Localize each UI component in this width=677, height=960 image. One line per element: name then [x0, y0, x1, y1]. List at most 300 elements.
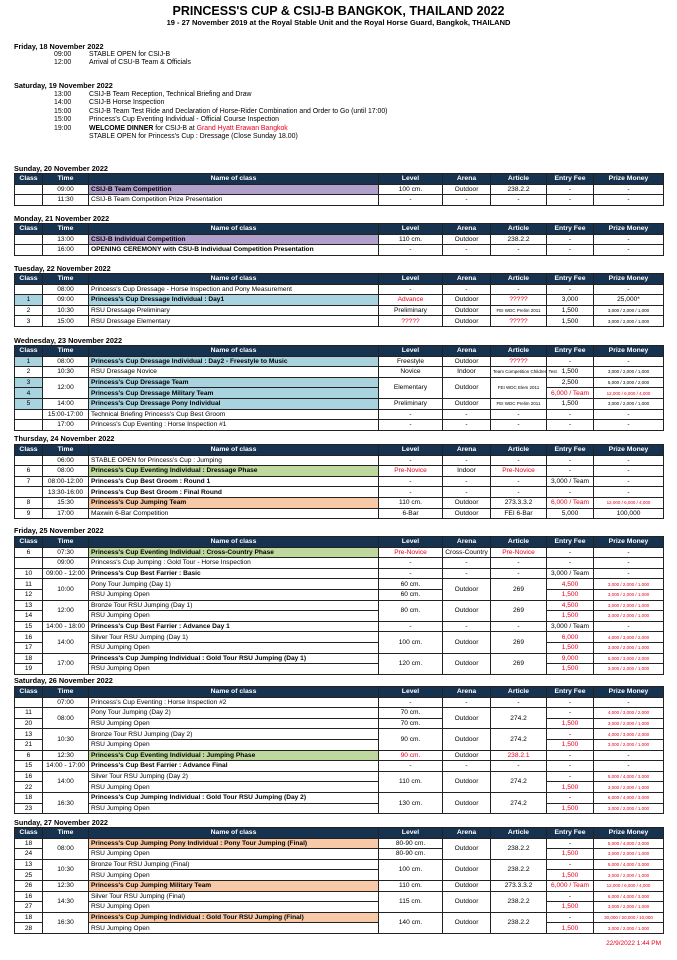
- table-row: [15, 195, 664, 206]
- entry-fee-cell: 5,000: [547, 508, 594, 519]
- class-name-cell: Pony Tour Jumping (Day 2): [89, 708, 379, 719]
- class-cell: 11: [15, 579, 43, 590]
- level-cell: 80-90 cm.: [379, 849, 443, 860]
- table-row: [15, 664, 664, 675]
- time-header: Time: [43, 445, 89, 456]
- article-cell: 238.2.2: [491, 891, 547, 912]
- name-of-class-header: Name of class: [89, 687, 379, 698]
- article-cell: -: [491, 621, 547, 632]
- class-header: Class: [15, 445, 43, 456]
- prize-money-cell: -: [594, 184, 664, 195]
- day-heading: Saturday, 26 November 2022: [14, 676, 113, 685]
- entry-fee-cell: 1,500: [547, 589, 594, 600]
- level-cell: Elementary: [379, 377, 443, 398]
- level-cell: 110 cm.: [379, 497, 443, 508]
- prize-money-cell: 3,000 / 2,000 / 1,000: [594, 367, 664, 378]
- arena-cell: -: [443, 568, 491, 579]
- prize-money-cell: -: [594, 621, 664, 632]
- article-cell: 269: [491, 579, 547, 600]
- class-name-cell: RSU Jumping Open: [89, 870, 379, 881]
- prize-money-cell: -: [594, 750, 664, 761]
- table-row: [15, 356, 664, 367]
- article-cell: -: [491, 420, 547, 431]
- arena-cell: Outdoor: [443, 838, 491, 859]
- table-header-row: [15, 346, 664, 357]
- class-name-cell: Technical Briefing Princess's Cup Best Groom: [89, 409, 379, 420]
- class-header: Class: [15, 828, 43, 839]
- class-name-cell: Pony Tour Jumping (Day 1): [89, 579, 379, 590]
- level-header: Level: [379, 346, 443, 357]
- table-row: [15, 455, 664, 466]
- time-cell: 07:30: [43, 547, 89, 558]
- entry-fee-cell: -: [547, 420, 594, 431]
- prize-money-header: Prize Money: [594, 346, 664, 357]
- level-cell: -: [379, 697, 443, 708]
- class-name-cell: Princess's Cup Jumping Individual : Gold Tour RSU Jumping (Final): [89, 912, 379, 923]
- table-row: [15, 642, 664, 653]
- entry-fee-cell: -: [547, 891, 594, 902]
- name-of-class-header: Name of class: [89, 828, 379, 839]
- table-header-row: [15, 828, 664, 839]
- arena-header: Arena: [443, 174, 491, 185]
- entry-fee-cell: -: [547, 912, 594, 923]
- level-cell: ?????: [379, 316, 443, 327]
- article-header: Article: [491, 537, 547, 548]
- level-cell: 80 cm.: [379, 600, 443, 621]
- time-cell: 15:00-17:00: [43, 409, 89, 420]
- arena-cell: Indoor: [443, 367, 491, 378]
- article-cell: 274.2: [491, 771, 547, 792]
- entry-fee-cell: 6,000: [547, 632, 594, 643]
- table-row: [15, 295, 664, 306]
- class-cell: 17: [15, 642, 43, 653]
- class-cell: [15, 245, 43, 256]
- entry-fee-header: Entry Fee: [547, 346, 594, 357]
- prize-money-cell: 3,000 / 2,000 / 1,000: [594, 718, 664, 729]
- level-cell: Novice: [379, 367, 443, 378]
- class-cell: 6: [15, 547, 43, 558]
- table-row: [15, 398, 664, 409]
- tue22-table: [14, 273, 664, 327]
- time-cell: 08:00: [43, 466, 89, 477]
- entry-fee-cell: -: [547, 195, 594, 206]
- name-of-class-header: Name of class: [89, 537, 379, 548]
- prize-money-cell: 4,000 / 3,000 / 2,000: [594, 729, 664, 740]
- table-row: [15, 476, 664, 487]
- class-name-cell: Silver Tour RSU Jumping (Day 2): [89, 771, 379, 782]
- article-header: Article: [491, 687, 547, 698]
- article-cell: 238.2.2: [491, 234, 547, 245]
- arena-header: Arena: [443, 274, 491, 285]
- table-row: [15, 729, 664, 740]
- article-cell: 269: [491, 653, 547, 674]
- article-header: Article: [491, 174, 547, 185]
- prize-money-cell: -: [594, 356, 664, 367]
- entry-fee-cell: 1,500: [547, 718, 594, 729]
- table-row: [15, 849, 664, 860]
- article-cell: 274.2: [491, 792, 547, 813]
- table-row: [15, 792, 664, 803]
- day-heading: Thursday, 24 November 2022: [14, 434, 115, 443]
- entry-fee-cell: 6,000 / Team: [547, 880, 594, 891]
- arena-header: Arena: [443, 828, 491, 839]
- time-header: Time: [43, 274, 89, 285]
- level-cell: 60 cm.: [379, 589, 443, 600]
- table-row: [15, 409, 664, 420]
- table-row: [15, 284, 664, 295]
- class-cell: 26: [15, 880, 43, 891]
- article-cell: 238.2.1: [491, 750, 547, 761]
- class-cell: 14: [15, 611, 43, 622]
- class-cell: 9: [15, 508, 43, 519]
- fri25-table: [14, 536, 664, 675]
- table-row: [15, 487, 664, 498]
- class-header: Class: [15, 274, 43, 285]
- class-name-cell: Princess's Cup Jumping Individual : Gold Tour RSU Jumping (Day 1): [89, 653, 379, 664]
- article-cell: FEI 6-Bar: [491, 508, 547, 519]
- class-cell: 24: [15, 849, 43, 860]
- prize-money-cell: 100,000: [594, 508, 664, 519]
- entry-fee-cell: -: [547, 234, 594, 245]
- entry-fee-cell: -: [547, 771, 594, 782]
- class-name-cell: RSU Jumping Open: [89, 902, 379, 913]
- level-cell: -: [379, 195, 443, 206]
- arena-cell: -: [443, 455, 491, 466]
- level-header: Level: [379, 224, 443, 235]
- level-cell: Preliminary: [379, 305, 443, 316]
- article-cell: -: [491, 455, 547, 466]
- time-cell: 12:00: [43, 377, 89, 398]
- level-cell: -: [379, 621, 443, 632]
- level-cell: 110 cm.: [379, 771, 443, 792]
- article-header: Article: [491, 224, 547, 235]
- table-row: [15, 600, 664, 611]
- table-header-row: [15, 174, 664, 185]
- class-name-cell: Princess's Cup Eventing Individual : Jumping Phase: [89, 750, 379, 761]
- day-heading: Saturday, 19 November 2022: [14, 81, 113, 90]
- level-cell: 80-90 cm.: [379, 838, 443, 849]
- table-header-row: [15, 687, 664, 698]
- class-name-cell: Princess's Cup Jumping Pony Individual : Pony Tour Jumping (Final): [89, 838, 379, 849]
- level-cell: 120 cm.: [379, 653, 443, 674]
- time-header: Time: [43, 224, 89, 235]
- arena-cell: Outdoor: [443, 398, 491, 409]
- table-row: [15, 611, 664, 622]
- prize-money-cell: 5,000 / 3,000 / 2,000: [594, 653, 664, 664]
- article-cell: Pre-Novice: [491, 466, 547, 477]
- class-cell: [15, 697, 43, 708]
- entry-fee-cell: 1,500: [547, 782, 594, 793]
- class-name-cell: RSU Jumping Open: [89, 718, 379, 729]
- day-heading: Wednesday, 23 November 2022: [14, 336, 123, 345]
- entry-fee-cell: 1,500: [547, 803, 594, 814]
- prize-money-cell: 3,000 / 2,000 / 1,000: [594, 579, 664, 590]
- class-name-cell: Princess's Cup Eventing Individual : Cross-Country Phase: [89, 547, 379, 558]
- class-name-cell: Princess's Cup Eventing : Horse Inspection #2: [89, 697, 379, 708]
- class-name-cell: Princess's Cup Best Farrier : Advance Day 1: [89, 621, 379, 632]
- time-cell: 14:00 - 17:00: [43, 761, 89, 772]
- class-name-cell: Princess's Cup Dressage - Horse Inspection and Pony Measurement: [89, 284, 379, 295]
- article-cell: -: [491, 195, 547, 206]
- class-cell: 7: [15, 476, 43, 487]
- level-header: Level: [379, 445, 443, 456]
- schedule-text: Princess's Cup Eventing Individual - Official Course Inspection: [89, 116, 280, 124]
- article-cell: FEI WDC Prelim 2011: [491, 305, 547, 316]
- article-cell: -: [491, 409, 547, 420]
- entry-fee-header: Entry Fee: [547, 274, 594, 285]
- prize-money-cell: 5,000 / 4,000 / 3,000: [594, 859, 664, 870]
- table-row: [15, 880, 664, 891]
- class-header: Class: [15, 537, 43, 548]
- entry-fee-cell: 9,000: [547, 653, 594, 664]
- article-header: Article: [491, 828, 547, 839]
- arena-cell: Outdoor: [443, 497, 491, 508]
- class-name-cell: RSU Jumping Open: [89, 803, 379, 814]
- article-cell: 238.2.2: [491, 859, 547, 880]
- entry-fee-cell: -: [547, 792, 594, 803]
- table-row: [15, 891, 664, 902]
- article-header: Article: [491, 445, 547, 456]
- arena-cell: Outdoor: [443, 859, 491, 880]
- class-name-cell: RSU Jumping Open: [89, 739, 379, 750]
- name-of-class-header: Name of class: [89, 224, 379, 235]
- entry-fee-header: Entry Fee: [547, 828, 594, 839]
- class-cell: 6: [15, 466, 43, 477]
- prize-money-cell: 25,000*: [594, 295, 664, 306]
- arena-cell: -: [443, 195, 491, 206]
- prize-money-header: Prize Money: [594, 224, 664, 235]
- prize-money-header: Prize Money: [594, 828, 664, 839]
- entry-fee-cell: 1,500: [547, 398, 594, 409]
- prize-money-cell: 5,000 / 4,000 / 3,000: [594, 838, 664, 849]
- name-of-class-header: Name of class: [89, 274, 379, 285]
- level-cell: -: [379, 409, 443, 420]
- arena-cell: -: [443, 476, 491, 487]
- day-heading: Sunday, 27 November 2022: [14, 818, 108, 827]
- entry-fee-cell: -: [547, 729, 594, 740]
- time-cell: 14:30: [43, 891, 89, 912]
- article-cell: -: [491, 568, 547, 579]
- prize-money-header: Prize Money: [594, 687, 664, 698]
- table-row: [15, 508, 664, 519]
- schedule-text: CSIJ-B Team Reception, Technical Briefing and Draw: [89, 91, 252, 98]
- class-name-cell: Silver Tour RSU Jumping (Final): [89, 891, 379, 902]
- stable-open-text: STABLE OPEN for Princess's Cup : Dressage (Close Sunday 18.00): [89, 132, 298, 140]
- class-cell: 16: [15, 632, 43, 643]
- entry-fee-header: Entry Fee: [547, 224, 594, 235]
- arena-cell: Outdoor: [443, 912, 491, 933]
- arena-cell: Outdoor: [443, 600, 491, 621]
- class-name-cell: Princess's Cup Best Farrier : Advance Final: [89, 761, 379, 772]
- time-cell: 13:30-16:00: [43, 487, 89, 498]
- prize-money-cell: 30,000 / 20,000 / 10,000: [594, 912, 664, 923]
- level-cell: 90 cm.: [379, 729, 443, 750]
- day-heading: Monday, 21 November 2022: [14, 214, 110, 223]
- article-cell: 274.2: [491, 729, 547, 750]
- prize-money-cell: 12,000 / 6,000 / 4,000: [594, 388, 664, 399]
- class-name-cell: Princess's Cup Best Farrier : Basic: [89, 568, 379, 579]
- prize-money-cell: 12,000 / 6,000 / 4,000: [594, 880, 664, 891]
- table-row: [15, 697, 664, 708]
- class-name-cell: RSU Jumping Open: [89, 782, 379, 793]
- prize-money-header: Prize Money: [594, 174, 664, 185]
- article-cell: -: [491, 487, 547, 498]
- level-cell: 110 cm.: [379, 234, 443, 245]
- schedule-text: CSIJ-B Horse Inspection: [89, 99, 165, 107]
- time-cell: 09:00: [43, 558, 89, 569]
- table-row: [15, 234, 664, 245]
- class-cell: 15: [15, 761, 43, 772]
- level-cell: Freestyle: [379, 356, 443, 367]
- time-header: Time: [43, 687, 89, 698]
- level-cell: Pre-Novice: [379, 547, 443, 558]
- level-cell: Preliminary: [379, 398, 443, 409]
- prize-money-header: Prize Money: [594, 274, 664, 285]
- class-cell: 28: [15, 923, 43, 934]
- entry-fee-header: Entry Fee: [547, 537, 594, 548]
- article-cell: ?????: [491, 316, 547, 327]
- level-cell: -: [379, 420, 443, 431]
- entry-fee-cell: 6,000 / Team: [547, 497, 594, 508]
- class-header: Class: [15, 346, 43, 357]
- class-name-cell: STABLE OPEN for Princess's Cup : Jumping: [89, 455, 379, 466]
- prize-money-cell: -: [594, 284, 664, 295]
- class-name-cell: Maxwin 6-Bar Competition: [89, 508, 379, 519]
- prize-money-cell: 3,000 / 2,000 / 1,000: [594, 589, 664, 600]
- class-cell: 23: [15, 803, 43, 814]
- time-cell: 17:00: [43, 653, 89, 674]
- arena-cell: Outdoor: [443, 880, 491, 891]
- time-cell: 16:00: [43, 245, 89, 256]
- class-name-cell: CSIJ-B Team Competition: [89, 184, 379, 195]
- class-cell: 10: [15, 568, 43, 579]
- sat26-table: [14, 686, 664, 814]
- class-name-cell: Princess's Cup Dressage Individual : Day1: [89, 295, 379, 306]
- time-cell: 10:30: [43, 729, 89, 750]
- time-cell: 09:00 - 12:00: [43, 568, 89, 579]
- entry-fee-cell: -: [547, 409, 594, 420]
- article-cell: 273.3.3.2: [491, 497, 547, 508]
- table-row: [15, 771, 664, 782]
- arena-cell: Outdoor: [443, 377, 491, 398]
- arena-header: Arena: [443, 224, 491, 235]
- prize-money-cell: 3,000 / 2,000 / 1,000: [594, 398, 664, 409]
- table-header-row: [15, 274, 664, 285]
- entry-fee-header: Entry Fee: [547, 445, 594, 456]
- arena-cell: -: [443, 697, 491, 708]
- table-row: [15, 568, 664, 579]
- time-header: Time: [43, 537, 89, 548]
- level-cell: 110 cm.: [379, 880, 443, 891]
- level-cell: 100 cm.: [379, 184, 443, 195]
- level-cell: -: [379, 455, 443, 466]
- arena-header: Arena: [443, 537, 491, 548]
- dinner-time: 19:00: [54, 124, 72, 132]
- arena-header: Arena: [443, 445, 491, 456]
- class-name-cell: RSU Dressage Preliminary: [89, 305, 379, 316]
- sun20-table: [14, 173, 664, 206]
- arena-cell: -: [443, 409, 491, 420]
- prize-money-cell: -: [594, 245, 664, 256]
- time-cell: 16:30: [43, 912, 89, 933]
- class-cell: 13: [15, 859, 43, 870]
- prize-money-cell: 3,000 / 2,000 / 1,000: [594, 849, 664, 860]
- table-header-row: [15, 445, 664, 456]
- table-row: [15, 316, 664, 327]
- table-row: [15, 621, 664, 632]
- prize-money-cell: -: [594, 568, 664, 579]
- class-name-cell: CSIJ-B Individual Competition: [89, 234, 379, 245]
- article-cell: Team Competition Children Test: [491, 367, 547, 378]
- mon21-table: [14, 223, 664, 256]
- table-row: [15, 589, 664, 600]
- prize-money-cell: 3,000 / 2,000 / 1,000: [594, 739, 664, 750]
- arena-cell: Outdoor: [443, 891, 491, 912]
- prize-money-cell: 3,000 / 2,000 / 1,000: [594, 923, 664, 934]
- level-header: Level: [379, 537, 443, 548]
- class-name-cell: RSU Jumping Open: [89, 849, 379, 860]
- level-cell: -: [379, 558, 443, 569]
- class-cell: 1: [15, 295, 43, 306]
- table-row: [15, 739, 664, 750]
- day-heading: Friday, 25 November 2022: [14, 526, 104, 535]
- prize-money-cell: 5,000 / 3,000 / 2,000: [594, 377, 664, 388]
- prize-money-cell: 4,000 / 3,000 / 2,000: [594, 708, 664, 719]
- entry-fee-cell: 3,000: [547, 295, 594, 306]
- class-cell: 13: [15, 729, 43, 740]
- table-row: [15, 305, 664, 316]
- class-cell: [15, 487, 43, 498]
- class-name-cell: Bronze Tour RSU Jumping (Day 1): [89, 600, 379, 611]
- level-cell: 6-Bar: [379, 508, 443, 519]
- class-name-cell: RSU Jumping Open: [89, 923, 379, 934]
- schedule-time: 12:00: [54, 59, 72, 67]
- time-header: Time: [43, 174, 89, 185]
- level-cell: Advance: [379, 295, 443, 306]
- entry-fee-cell: 3,000 / Team: [547, 476, 594, 487]
- table-row: [15, 497, 664, 508]
- day-heading: Tuesday, 22 November 2022: [14, 264, 111, 273]
- entry-fee-cell: 1,500: [547, 664, 594, 675]
- article-cell: -: [491, 245, 547, 256]
- prize-money-header: Prize Money: [594, 537, 664, 548]
- article-cell: 238.2.2: [491, 912, 547, 933]
- class-name-cell: Princess's Cup Dressage Team: [89, 377, 379, 388]
- level-cell: -: [379, 476, 443, 487]
- article-cell: -: [491, 697, 547, 708]
- article-cell: -: [491, 476, 547, 487]
- class-name-cell: RSU Dressage Elementary: [89, 316, 379, 327]
- entry-fee-cell: 6,000 / Team: [547, 388, 594, 399]
- class-name-cell: Princess's Cup Dressage Individual : Day2 - Freestyle to Music: [89, 356, 379, 367]
- time-cell: 14:00: [43, 632, 89, 653]
- entry-fee-cell: -: [547, 859, 594, 870]
- entry-fee-cell: 1,500: [547, 611, 594, 622]
- prize-money-cell: 6,000 / 4,000 / 3,000: [594, 792, 664, 803]
- table-row: [15, 558, 664, 569]
- entry-fee-cell: 1,500: [547, 902, 594, 913]
- time-header: Time: [43, 828, 89, 839]
- class-cell: 3: [15, 316, 43, 327]
- class-name-cell: RSU Jumping Open: [89, 589, 379, 600]
- arena-cell: Outdoor: [443, 316, 491, 327]
- class-cell: [15, 420, 43, 431]
- level-cell: 100 cm.: [379, 632, 443, 653]
- print-timestamp: 22/9/2022 1:44 PM: [606, 940, 661, 947]
- prize-money-cell: -: [594, 409, 664, 420]
- class-name-cell: Princess's Cup Best Groom : Round 1: [89, 476, 379, 487]
- class-cell: [15, 184, 43, 195]
